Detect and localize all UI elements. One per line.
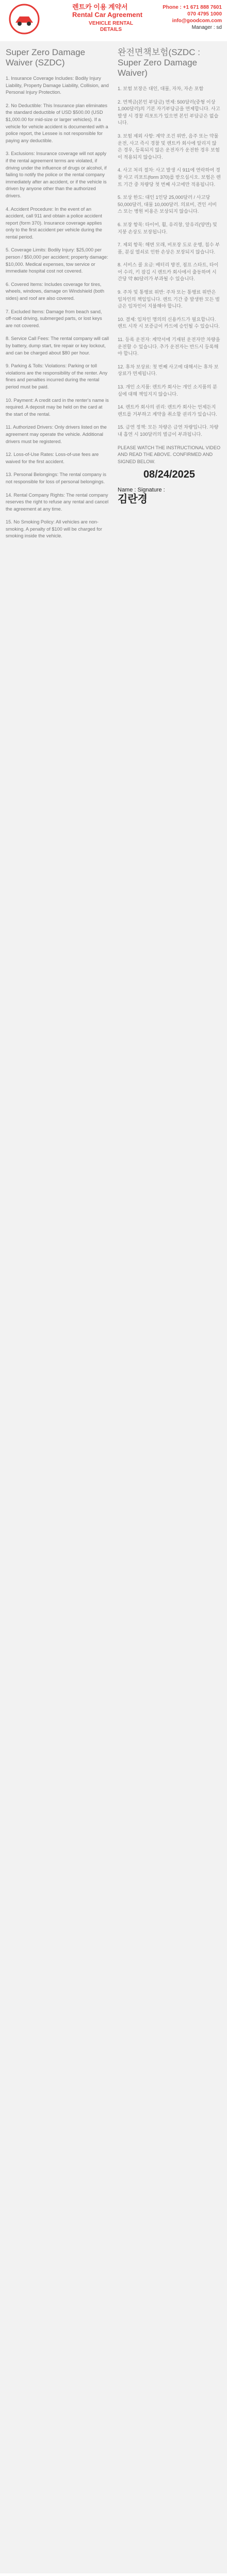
- right-paragraph: 2. 면책금(본인 부담금) 면제: 500달러(중형 이상 1,000달러)의 기본 자기부담금을 면제합니다. 사고 발생 시 경찰 리포트가 있으면 본인 부담금은 없습니다.: [118, 99, 220, 126]
- right-paragraph: 3. 보험 제외 사항: 계약 조건 위반, 음주 또는 약물 운전, 사고 즉시 경찰 및 렌트카 회사에 알리지 않은 경우, 등록되지 않은 운전자가 운전한 경우 보험이 적용되지 않습니다.: [118, 133, 220, 160]
- right-paragraph: 6. 보장 항목: 타이어, 휠, 유리창, 앞유리(양면) 및 지붕 손상도 보장됩니다.: [118, 222, 217, 234]
- english-paragraphs: [6, 75, 109, 540]
- footer: [0, 2573, 227, 2576]
- left-paragraph: 13. Personal Belongings: The rental company is not responsible for loss of personal belongings.: [6, 472, 106, 484]
- right-paragraph: 10. 결제: 임차인 명의의 신용카드가 필요합니다. 렌트 시작 시 보증금이 카드에 승인될 수 있습니다.: [118, 316, 220, 329]
- right-paragraph: 13. 개인 소지품: 렌트카 회사는 개인 소지품의 분실에 대해 책임지지 않습니다.: [118, 384, 217, 397]
- confirm-text: PLEASE WATCH THE INSTRUCTIONAL VIDEO AND READ THE ABOVE. CONFIRMED AND SIGNED BELOW.: [118, 445, 221, 464]
- header-title: [72, 3, 150, 19]
- right-paragraph: 1. 보험 보장은 대인, 대물, 자차, 자손 포함: [118, 86, 204, 91]
- company-logo: [6, 3, 42, 35]
- right-paragraph: 7. 제외 항목: 해변 모래, 비포장 도로 운행, 침수 부품, 분실 열쇠로 인한 손상은 보장되지 않습니다.: [118, 242, 220, 255]
- signer-name: 김란경: [118, 493, 148, 505]
- signature-label: Name : Signature :: [118, 486, 165, 493]
- header-title-line2: Rental Car Agreement: [72, 11, 143, 19]
- english-column: [6, 47, 109, 546]
- right-paragraph: 15. 금연 정책: 모든 차량은 금연 차량입니다. 차량 내 흡연 시 100달러의 벌금이 부과됩니다.: [118, 425, 219, 437]
- korean-title: 완전면책보험(SZDC : Super Zero Damage Waiver): [118, 47, 200, 78]
- left-paragraph: 4. Accident Procedure: In the event of an accident, call 911 and obtain a police accident report (form 370). Insurance coverage applies only to the first accident per vehicle during the rental period.: [6, 206, 102, 240]
- right-paragraph: 9. 주차 및 통행료 위반: 주차 또는 통행료 위반은 임차인의 책임입니다. 렌트 기간 중 발생한 모든 벌금은 임차인이 지불해야 합니다.: [118, 290, 220, 309]
- header: [0, 0, 227, 41]
- phone-1: Phone : +1 671 888 7601: [163, 5, 222, 10]
- left-paragraph: 15. No Smoking Policy: All vehicles are non-smoking. A penalty of $100 will be charged for smoking inside the vehicle.: [6, 519, 102, 539]
- english-title: Super Zero Damage Waiver (SZDC): [6, 47, 86, 67]
- left-paragraph: 8. Service Call Fees: The rental company will call by battery, dump start, tire repair or key lockout, and can be charged about $80 per hour.: [6, 336, 109, 355]
- right-paragraph: 14. 렌트카 회사의 권리: 렌트카 회사는 언제든지 렌트를 거부하고 계약을 취소할 권리가 있습니다.: [118, 404, 217, 417]
- header-subtitle: VEHICLE RENTAL DETAILS: [89, 21, 133, 32]
- right-paragraph: 5. 보상 한도: 대인 1인당 25,000달러 / 사고당 50,000달러, 대물 10,000달러. 의료비, 견인 서비스 또는 병원 비용은 보상되지 않습니다.: [118, 195, 217, 214]
- right-paragraph: 4. 사고 처리 절차: 사고 발생 시 911에 연락하여 경찰 사고 리포트(form 370)를 받으십시오. 보험은 렌트 기간 중 차량당 첫 번째 사고에만 적용됩니다.: [118, 167, 221, 187]
- left-paragraph: 11. Authorized Drivers: Only drivers listed on the agreement may operate the vehicle. Additional drivers must be registered.: [6, 425, 107, 444]
- left-paragraph: 3. Exclusions: Insurance coverage will not apply if the rental agreement terms are violated, if driving under the influence of drugs or alcohol, if failing to notify the police or the rental company immediately after an accident, or if the vehicle is driven by anyone other than the authorized drivers.: [6, 151, 107, 198]
- left-paragraph: 9. Parking & Tolls: Violations: Parking or toll violations are the responsibility of the renter. Any fines and penalties incurred during the rental period must be paid.: [6, 363, 108, 389]
- header-title-line1: 렌트카 이용 계약서: [72, 3, 128, 11]
- korean-paragraphs: [118, 86, 221, 438]
- email[interactable]: info@goodcom.com: [172, 18, 222, 24]
- left-paragraph: 5. Coverage Limits: Bodily Injury: $25,000 per person / $50,000 per accident; property damage: $10,000. Medical expenses, tow service or immediate hospital cost not covered.: [6, 247, 108, 274]
- left-paragraph: 1. Insurance Coverage Includes: Bodily Injury Liability, Property Damage Liability, Collision, and Personal Injury Protection.: [6, 76, 109, 95]
- left-paragraph: 10. Payment: A credit card in the renter's name is required. A deposit may be held on the card at the start of the rental.: [6, 397, 109, 417]
- right-paragraph: 8. 서비스 콜 요금: 배터리 방전, 점프 스타트, 타이어 수리, 키 잠김 시 렌트카 회사에서 출동하며 시간당 약 80달러가 부과될 수 있습니다.: [118, 262, 219, 282]
- signature-date: 08/24/2025: [143, 469, 196, 481]
- korean-column: [118, 47, 221, 503]
- right-paragraph: 12. 휴차 보상료: 첫 번째 사고에 대해서는 휴차 보상료가 면제됩니다.: [118, 364, 219, 377]
- phone-2: 070 4795 1000: [187, 11, 222, 17]
- left-paragraph: 6. Covered Items: Includes coverage for tires, wheels, windows, damage on Windshield (both sides) and roof are also covered.: [6, 281, 104, 301]
- right-paragraph: 11. 등록 운전자: 계약서에 기재된 운전자만 차량을 운전할 수 있습니다. 추가 운전자는 반드시 등록해야 합니다.: [118, 337, 220, 357]
- left-paragraph: 7. Excluded Items: Damage from beach sand, off-road driving, submerged parts, or lost keys are not covered.: [6, 309, 102, 328]
- left-paragraph: 14. Rental Company Rights: The rental company reserves the right to refuse any rental and cancel the agreement at any time.: [6, 492, 109, 512]
- left-paragraph: 2. No Deductible: This Insurance plan eliminates the standard deductible of USD $500.00 (USD $1,000.00 for mid-size or larger vehicles). If a vehicle for vehicle accident is documented with a police report, the Lessee is not responsible for paying any deductible.: [6, 103, 108, 143]
- manager: Manager : sd: [191, 25, 222, 30]
- left-paragraph: 12. Loss-of-Use Rates: Loss-of-use fees are waived for the first accident.: [6, 452, 99, 464]
- contact-info: [155, 4, 222, 31]
